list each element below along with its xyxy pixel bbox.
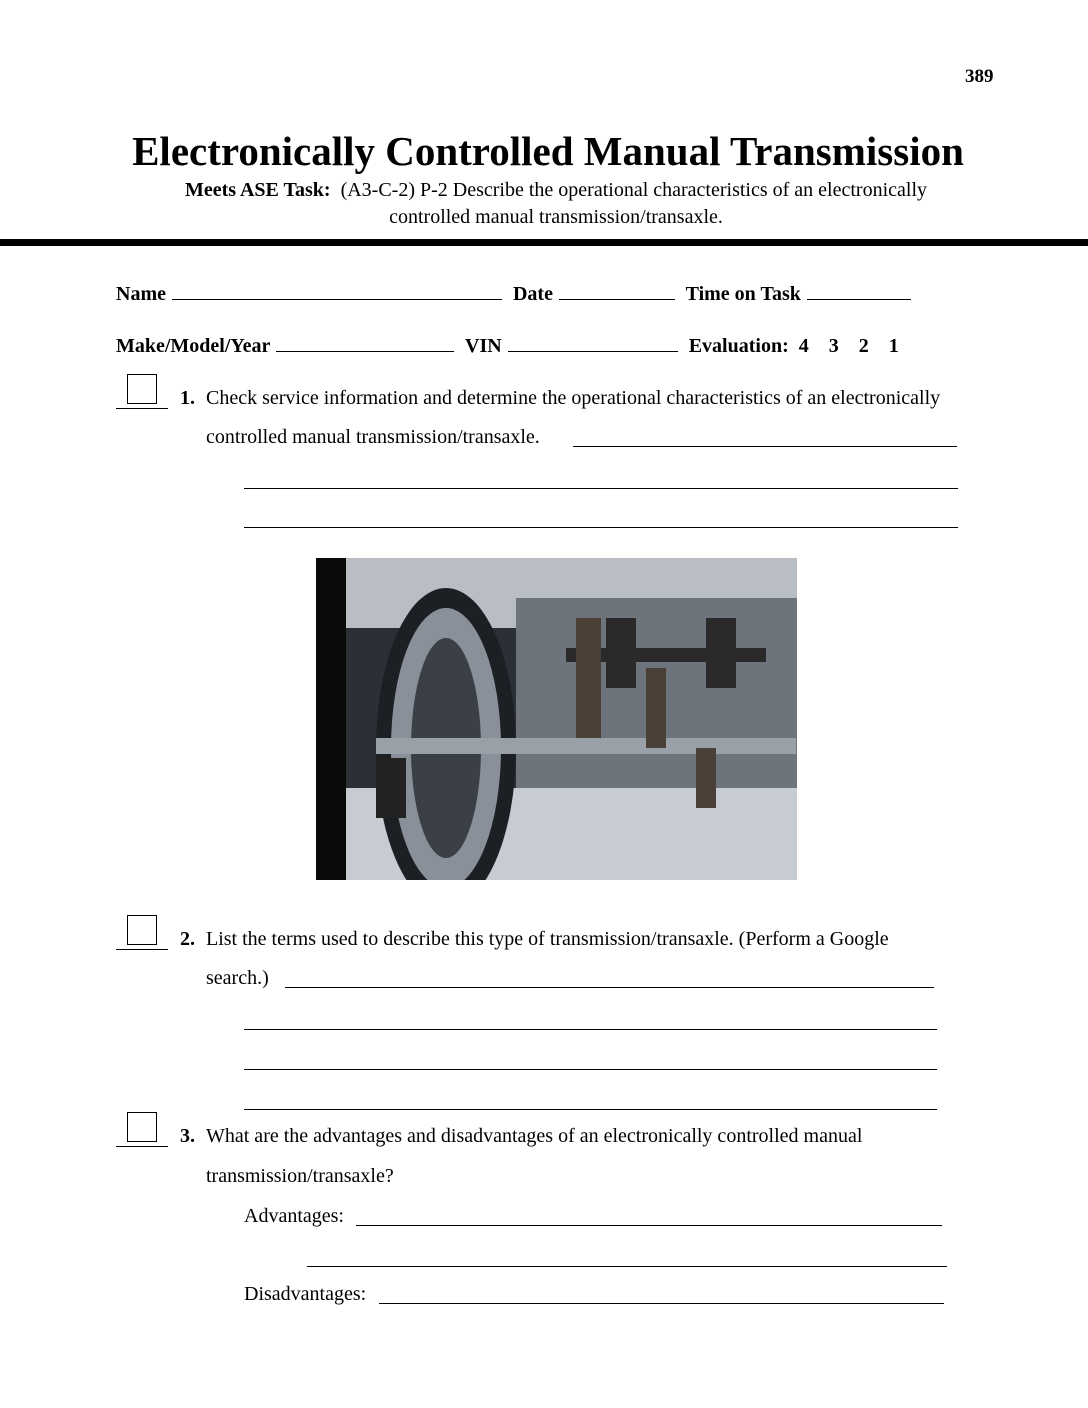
vin-label: VIN <box>465 335 502 357</box>
disadvantages-answer-line[interactable] <box>379 1303 944 1304</box>
evaluation-score-2[interactable]: 2 <box>858 335 869 357</box>
evaluation-score-1[interactable]: 1 <box>888 335 899 357</box>
advantages-answer-line[interactable] <box>356 1225 942 1226</box>
item-2-answer-line[interactable] <box>244 1029 937 1030</box>
item-2-answer-line[interactable] <box>285 987 934 988</box>
item-1-answer-line[interactable] <box>244 527 958 528</box>
advantages-label: Advantages: <box>244 1205 344 1227</box>
item-1-answer-line[interactable] <box>244 488 958 489</box>
date-field[interactable] <box>559 281 675 300</box>
task-label: Meets ASE Task: <box>184 179 331 201</box>
date-label: Date <box>512 283 553 305</box>
item-1-answer-line[interactable] <box>573 446 957 447</box>
page-number: 389 <box>965 66 994 87</box>
page-title: Electronically Controlled Manual Transmission <box>132 128 964 174</box>
item-1-number: 1. <box>180 387 195 409</box>
evaluation-label: Evaluation: <box>688 335 789 357</box>
task-line-1 <box>0 178 1088 202</box>
transmission-cutaway-photo <box>316 558 797 880</box>
info-row-1 <box>116 281 917 306</box>
task-text: (A3-C-2) P-2 Describe the operational characteristics of an electronically <box>340 179 927 201</box>
item-2-number: 2. <box>180 928 195 950</box>
time-on-task-field[interactable] <box>807 281 911 300</box>
header-rule <box>0 239 1088 246</box>
item-3-text-1: What are the advantages and disadvantages of an electronically controlled manual <box>206 1125 863 1147</box>
vin-field[interactable] <box>508 333 678 352</box>
item-1-text-2: controlled manual transmission/transaxle. <box>206 426 540 448</box>
advantages-answer-line[interactable] <box>307 1266 947 1267</box>
task-line-2: controlled manual transmission/transaxle. <box>389 206 723 228</box>
item-1-checkbox[interactable] <box>116 374 168 410</box>
make-model-year-label: Make/Model/Year <box>116 335 271 357</box>
evaluation-score-3[interactable]: 3 <box>828 335 839 357</box>
item-2-answer-line[interactable] <box>244 1109 937 1110</box>
item-2-checkbox[interactable] <box>116 915 168 951</box>
name-field[interactable] <box>172 281 502 300</box>
item-3-text-2: transmission/transaxle? <box>206 1165 394 1187</box>
item-2-answer-line[interactable] <box>244 1069 937 1070</box>
name-label: Name <box>116 283 166 305</box>
item-2-text-2: search.) <box>206 967 269 989</box>
make-model-year-field[interactable] <box>276 333 454 352</box>
item-2-text-1: List the terms used to describe this type of transmission/transaxle. (Perform a Google <box>206 928 889 950</box>
info-row-2 <box>116 333 899 358</box>
item-1-text-1: Check service information and determine the operational characteristics of an electronically <box>206 387 941 409</box>
item-3-number: 3. <box>180 1125 195 1147</box>
time-on-task-label: Time on Task <box>685 283 801 305</box>
disadvantages-label: Disadvantages: <box>244 1283 367 1305</box>
item-3-checkbox[interactable] <box>116 1112 168 1148</box>
evaluation-score-4[interactable]: 4 <box>798 335 809 357</box>
